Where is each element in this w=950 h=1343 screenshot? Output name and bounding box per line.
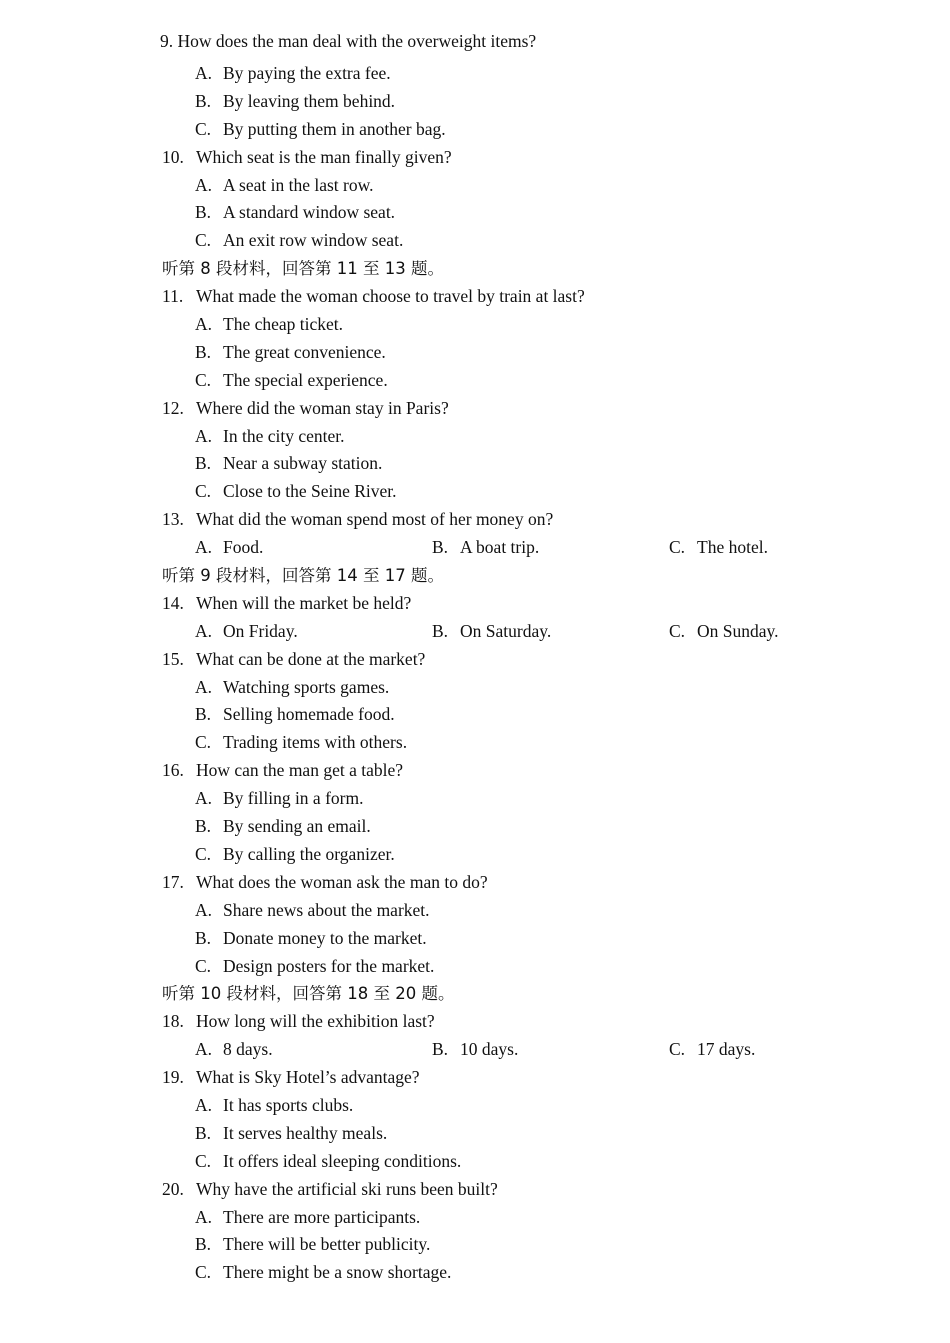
option-letter: B.: [195, 704, 212, 725]
option-letter: B.: [432, 537, 449, 558]
option-text: On Friday.: [223, 620, 298, 641]
option-text: Selling homemade food.: [223, 704, 395, 725]
answer-option: [162, 1092, 862, 1120]
option-text: The great convenience.: [223, 341, 386, 362]
option-text: Share news about the market.: [223, 899, 430, 920]
question-text: When will the market be held?: [196, 592, 412, 613]
option-letter: B.: [195, 816, 212, 837]
answer-option: [162, 88, 862, 116]
option-letter: B.: [195, 1234, 212, 1255]
option-letter: A.: [195, 620, 213, 641]
question-stem: [162, 395, 862, 423]
option-letter: B.: [195, 927, 212, 948]
answer-options-row: [162, 618, 862, 646]
answer-option: [162, 701, 862, 729]
option-letter: C.: [195, 118, 212, 139]
question-list: [162, 60, 862, 1287]
option-text: A seat in the last row.: [223, 174, 374, 195]
option-text: It offers ideal sleeping conditions.: [223, 1150, 462, 1171]
answer-option: [162, 450, 862, 478]
answer-option: [162, 729, 862, 757]
option-text: 10 days.: [460, 1039, 519, 1060]
answer-options-row: [162, 1036, 862, 1064]
answer-option: [162, 367, 862, 395]
question-number: 17.: [162, 871, 184, 892]
question-stem: [162, 283, 862, 311]
question-stem: [162, 144, 862, 172]
option-letter: B.: [195, 1122, 212, 1143]
option-letter: C.: [195, 230, 212, 251]
answer-option: [162, 925, 862, 953]
option-letter: B.: [195, 341, 212, 362]
question-stem: [162, 869, 862, 897]
answer-option: [195, 1036, 273, 1064]
section-instruction: 听第 10 段材料，回答第 18 至 20 题。: [162, 984, 455, 1004]
option-text: The cheap ticket.: [223, 314, 344, 335]
question-stem: [162, 506, 862, 534]
option-text: On Sunday.: [697, 620, 779, 641]
answer-option: [162, 199, 862, 227]
answer-option: [195, 534, 263, 562]
cropped-question-9: [160, 30, 620, 52]
option-letter: C.: [195, 843, 212, 864]
option-text: By filling in a form.: [223, 788, 364, 809]
option-letter: A.: [195, 314, 213, 335]
option-letter: C.: [195, 369, 212, 390]
option-letter: B.: [195, 453, 212, 474]
option-text: Design posters for the market.: [223, 955, 435, 976]
answer-option: [162, 953, 862, 981]
answer-option: [162, 1120, 862, 1148]
option-letter: C.: [669, 1039, 686, 1060]
answer-option: [432, 534, 539, 562]
option-letter: A.: [195, 1094, 213, 1115]
option-letter: A.: [195, 63, 213, 83]
option-text: By paying the extra fee.: [223, 63, 391, 83]
option-text: It serves healthy meals.: [223, 1122, 388, 1143]
option-letter: B.: [195, 90, 212, 111]
option-text: By calling the organizer.: [223, 843, 395, 864]
question-text: Where did the woman stay in Paris?: [196, 397, 449, 418]
answer-option: [162, 227, 862, 255]
option-text: Watching sports games.: [223, 676, 390, 697]
answer-option: [432, 618, 551, 646]
option-text: The special experience.: [223, 369, 388, 390]
option-text: In the city center.: [223, 425, 345, 446]
section-instruction: 听第 9 段材料，回答第 14 至 17 题。: [162, 566, 444, 586]
question-number: 20.: [162, 1178, 184, 1199]
option-text: Close to the Seine River.: [223, 481, 397, 502]
option-letter: B.: [432, 1039, 449, 1060]
answer-option: [162, 423, 862, 451]
question-text: What does the woman ask the man to do?: [196, 871, 488, 892]
option-text: Near a subway station.: [223, 453, 383, 474]
answer-option: [669, 1036, 755, 1064]
option-letter: A.: [195, 1206, 213, 1227]
option-text: The hotel.: [697, 537, 768, 558]
option-letter: C.: [669, 537, 686, 558]
option-letter: A.: [195, 788, 213, 809]
answer-option: [162, 785, 862, 813]
question-stem: [162, 1008, 862, 1036]
option-text: On Saturday.: [460, 620, 552, 641]
option-letter: C.: [195, 732, 212, 753]
option-letter: B.: [195, 202, 212, 223]
answer-option: [162, 674, 862, 702]
answer-option: [162, 311, 862, 339]
option-text: Donate money to the market.: [223, 927, 427, 948]
question-text: Why have the artificial ski runs been built?: [196, 1178, 498, 1199]
question-number: 12.: [162, 397, 184, 418]
answer-option: [162, 897, 862, 925]
option-letter: C.: [195, 1262, 212, 1283]
question-number: 11.: [162, 286, 184, 307]
answer-option: [162, 1231, 862, 1259]
answer-option: [162, 60, 862, 88]
question-number: 19.: [162, 1067, 184, 1088]
question-number: 10.: [162, 146, 184, 167]
question-text: What did the woman spend most of her money on?: [196, 509, 554, 530]
option-text: Trading items with others.: [223, 732, 408, 753]
answer-option: [162, 813, 862, 841]
option-letter: C.: [195, 1150, 212, 1171]
option-letter: A.: [195, 537, 213, 558]
answer-option: [162, 172, 862, 200]
option-letter: A.: [195, 676, 213, 697]
option-letter: A.: [195, 899, 213, 920]
option-text: A standard window seat.: [223, 202, 396, 223]
question-text: Which seat is the man finally given?: [196, 146, 452, 167]
cropped-question-text: 9. How does the man deal with the overweight items?: [160, 31, 537, 51]
answer-option: [162, 1204, 862, 1232]
option-letter: C.: [195, 481, 212, 502]
option-text: It has sports clubs.: [223, 1094, 354, 1115]
question-text: What made the woman choose to travel by train at last?: [196, 286, 585, 307]
answer-option: [162, 478, 862, 506]
question-number: 14.: [162, 592, 184, 613]
question-text: How can the man get a table?: [196, 760, 403, 781]
answer-option: [162, 116, 862, 144]
option-text: There might be a snow shortage.: [223, 1262, 452, 1283]
section-instruction: 听第 8 段材料，回答第 11 至 13 题。: [162, 259, 444, 279]
answer-option: [432, 1036, 518, 1064]
question-stem: [162, 1064, 862, 1092]
option-letter: A.: [195, 425, 213, 446]
question-stem: [162, 590, 862, 618]
option-text: Food.: [223, 537, 264, 558]
option-text: By putting them in another bag.: [223, 118, 446, 139]
option-text: There will be better publicity.: [223, 1234, 431, 1255]
question-text: How long will the exhibition last?: [196, 1011, 435, 1032]
question-stem: [162, 1176, 862, 1204]
answer-option: [162, 1259, 862, 1287]
answer-option: [162, 339, 862, 367]
question-number: 13.: [162, 509, 184, 530]
answer-option: [669, 534, 768, 562]
option-text: 8 days.: [223, 1039, 273, 1060]
option-letter: C.: [669, 620, 686, 641]
question-stem: [162, 757, 862, 785]
answer-option: [162, 841, 862, 869]
answer-option: [195, 618, 298, 646]
question-stem: [162, 646, 862, 674]
question-number: 15.: [162, 648, 184, 669]
question-number: 18.: [162, 1011, 184, 1032]
question-number: 16.: [162, 760, 184, 781]
option-letter: C.: [195, 955, 212, 976]
option-letter: A.: [195, 174, 213, 195]
option-text: 17 days.: [697, 1039, 756, 1060]
option-text: There are more participants.: [223, 1206, 421, 1227]
option-text: An exit row window seat.: [223, 230, 404, 251]
question-text: What can be done at the market?: [196, 648, 426, 669]
option-text: A boat trip.: [460, 537, 540, 558]
option-letter: A.: [195, 1039, 213, 1060]
answer-options-row: [162, 534, 862, 562]
answer-option: [669, 618, 779, 646]
question-text: What is Sky Hotel’s advantage?: [196, 1067, 420, 1088]
option-letter: B.: [432, 620, 449, 641]
answer-option: [162, 1148, 862, 1176]
option-text: By sending an email.: [223, 816, 371, 837]
option-text: By leaving them behind.: [223, 90, 396, 111]
